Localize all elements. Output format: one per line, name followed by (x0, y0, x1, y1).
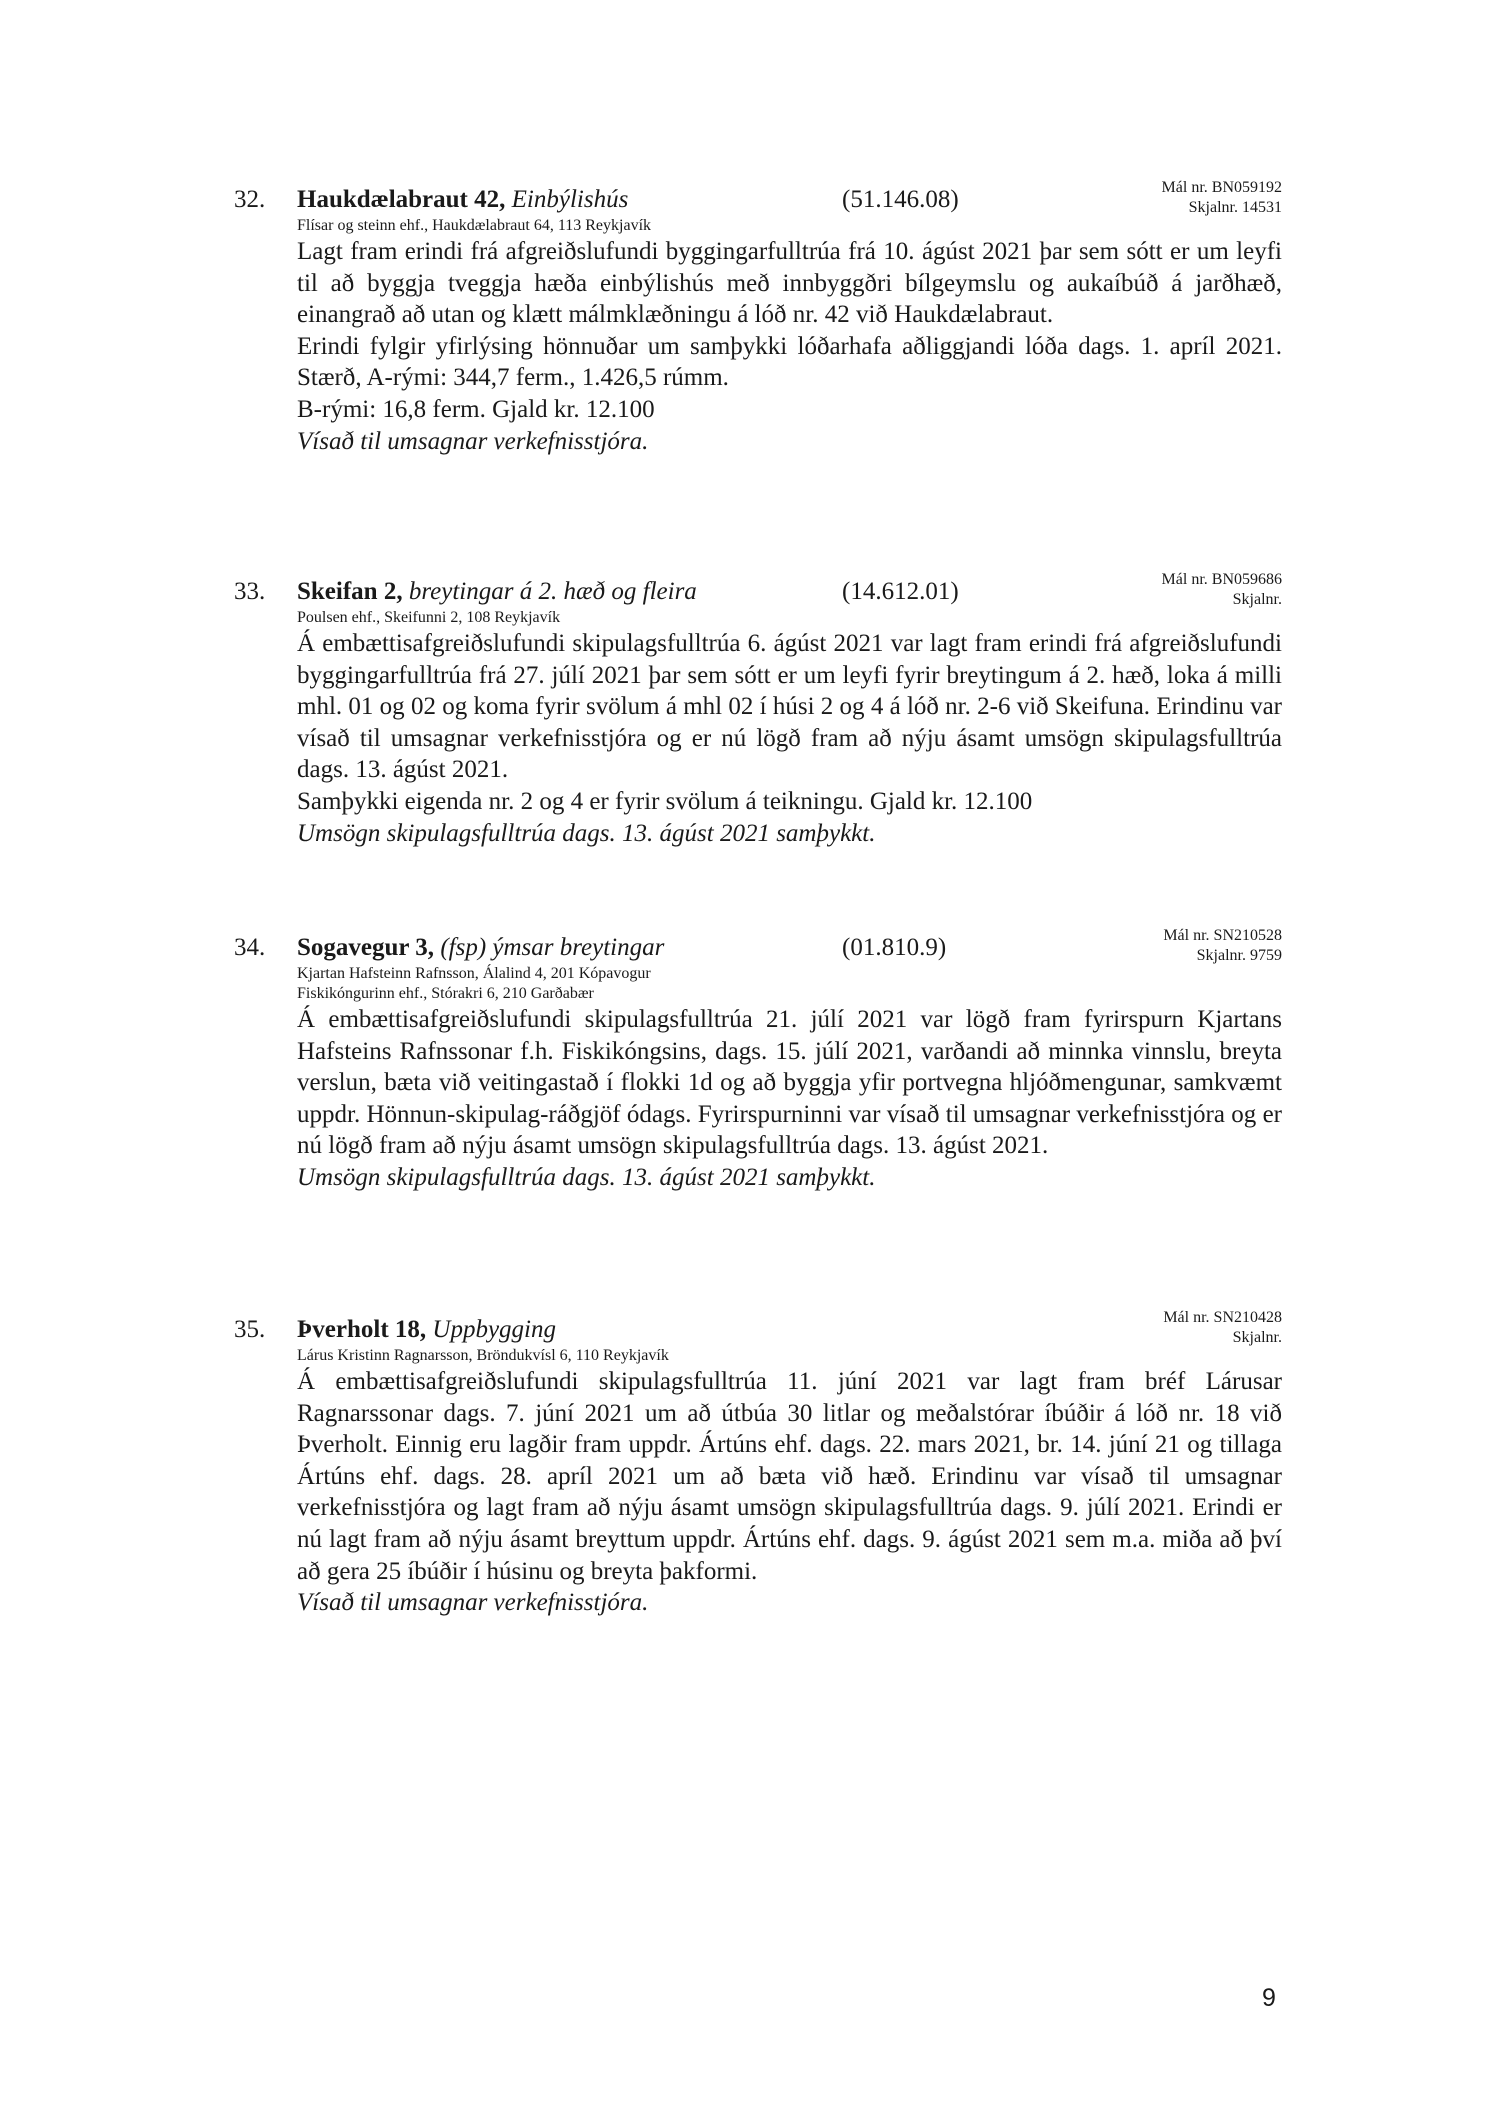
item-body (297, 628, 1282, 849)
document-number: Skjalnr. 9759 (1196, 947, 1282, 964)
body-paragraph: Erindi fylgir yfirlýsing hönnuðar um samþykki lóðarhafa aðliggjandi lóða dags. 1. apríl 2021. Stærð, A-rými: 344,7 ferm., 1.426,5 rúmm. (297, 332, 1282, 392)
party-line: Kjartan Hafsteinn Rafnsson, Álalind 4, 201 Kópavogur (297, 965, 651, 982)
case-number: Mál nr. SN210428 (1163, 1309, 1282, 1326)
body-paragraph: Á embættisafgreiðslufundi skipulagsfulltrúa 6. ágúst 2021 var lagt fram erindi frá afgreiðslufundi byggingarfulltrúa frá 27. júlí 2021 þar sem sótt er um leyfi fyrir breytingum á 2. hæð, loka á milli mhl. 01 og 02 og koma fyrir svölum á mhl 02 í húsi 2 og 4 á lóð nr. 2-6 við Skeifuna. Erindinu var vísað til umsagnar verkefnisstjóra og er nú lögð fram að nýju ásamt umsögn skipulagsfulltrúa dags. 13. ágúst 2021. (297, 630, 1282, 784)
land-code: (51.146.08) (842, 186, 959, 213)
item-number: 33. (234, 578, 266, 605)
item-body (297, 1004, 1282, 1194)
item-title (297, 578, 697, 606)
party-line: Lárus Kristinn Ragnarsson, Bröndukvísl 6, 110 Reykjavík (297, 1347, 669, 1364)
agenda-item-32 (234, 179, 1282, 457)
case-number: Mál nr. BN059192 (1161, 179, 1282, 196)
body-paragraph: Lagt fram erindi frá afgreiðslufundi byggingarfulltrúa frá 10. ágúst 2021 þar sem sótt er um leyfi til að byggja tveggja hæða einbýlishús með innbyggðri bílgeymslu og aukaíbúð á jarðhæð, einangrað að utan og klætt málmklæðningu á lóð nr. 42 við Haukdælabraut. (297, 238, 1282, 329)
item-number: 34. (234, 934, 266, 961)
case-reference (1162, 570, 1282, 610)
item-title-address: Haukdælabraut 42, (297, 186, 506, 213)
case-reference (1163, 926, 1282, 966)
item-title-subject: (fsp) ýmsar breytingar (440, 934, 665, 961)
item-title-subject: breytingar á 2. hæð og fleira (408, 578, 697, 605)
document-number: Skjalnr. (1232, 1329, 1282, 1346)
land-code: (14.612.01) (842, 578, 959, 605)
item-conclusion: Umsögn skipulagsfulltrúa dags. 13. ágúst 2021 samþykkt. (297, 1163, 876, 1191)
item-title (297, 934, 664, 962)
item-title-address: Þverholt 18, (297, 1316, 427, 1343)
item-number: 35. (234, 1316, 266, 1343)
item-title (297, 1316, 556, 1344)
agenda-item-33 (234, 571, 1282, 849)
body-paragraph: B-rými: 16,8 ferm. Gjald kr. 12.100 (297, 395, 655, 423)
item-conclusion: Vísað til umsagnar verkefnisstjóra. (297, 1589, 649, 1617)
body-paragraph: Samþykki eigenda nr. 2 og 4 er fyrir svölum á teikningu. Gjald kr. 12.100 (297, 787, 1033, 815)
land-code: (01.810.9) (842, 934, 947, 961)
item-title (297, 186, 628, 214)
item-body (297, 236, 1282, 457)
case-number: Mál nr. BN059686 (1161, 571, 1282, 588)
item-conclusion: Vísað til umsagnar verkefnisstjóra. (297, 427, 649, 455)
item-title-subject: Einbýlishús (511, 186, 629, 213)
agenda-item-35 (234, 1309, 1282, 1619)
page-number: 9 (1262, 1984, 1276, 2012)
document-number: Skjalnr. (1232, 591, 1282, 608)
case-number: Mál nr. SN210528 (1163, 927, 1282, 944)
party-line: Flísar og steinn ehf., Haukdælabraut 64, 113 Reykjavík (297, 217, 652, 234)
item-title-address: Sogavegur 3, (297, 934, 435, 961)
agenda-item-34 (234, 927, 1282, 1194)
item-body (297, 1366, 1282, 1619)
item-title-address: Skeifan 2, (297, 578, 403, 605)
party-line: Fiskikóngurinn ehf., Stórakri 6, 210 Garðabær (297, 985, 594, 1002)
item-conclusion: Umsögn skipulagsfulltrúa dags. 13. ágúst 2021 samþykkt. (297, 819, 876, 847)
item-header (234, 927, 1282, 988)
body-paragraph: Á embættisafgreiðslufundi skipulagsfulltrúa 21. júlí 2021 var lögð fram fyrirspurn Kjartans Hafsteins Rafnssonar f.h. Fiskikóngsins, dags. 15. júlí 2021, varðandi að minnka vinnslu, breyta verslun, bæta við veitingastað í flokki 1d og að byggja yfir portvegna hljóðmengunar, samkvæmt uppdr. Hönnun-skipulag-ráðgjöf ódags. Fyrirspurninni var vísað til umsagnar verkefnisstjóra og er nú lögð fram að nýju ásamt umsögn skipulagsfulltrúa dags. 13. ágúst 2021. (297, 1006, 1282, 1160)
party-line: Poulsen ehf., Skeifunni 2, 108 Reykjavík (297, 609, 561, 626)
item-header (234, 571, 1282, 632)
case-reference (1162, 178, 1282, 218)
item-number: 32. (234, 186, 266, 213)
body-paragraph: Á embættisafgreiðslufundi skipulagsfulltrúa 11. júní 2021 var lagt fram bréf Lárusar Ragnarssonar dags. 7. júní 2021 um að útbúa 30 litlar og meðalstórar íbúðir á lóð nr. 18 við Þverholt. Einnig eru lagðir fram uppdr. Ártúns ehf. dags. 22. mars 2021, br. 14. júní 21 og tillaga Ártúns ehf. dags. 28. apríl 2021 um að bæta við hæð. Erindinu var vísað til umsagnar verkefnisstjóra og lagt fram að nýju ásamt umsögn skipulagsfulltrúa dags. 9. júlí 2021. Erindi er nú lagt fram að nýju ásamt breyttum uppdr. Ártúns ehf. dags. 9. ágúst 2021 sem m.a. miða að því að gera 25 íbúðir í húsinu og breyta þakformi. (297, 1368, 1282, 1585)
document-number: Skjalnr. 14531 (1188, 199, 1282, 216)
item-title-subject: Uppbygging (432, 1316, 556, 1343)
item-header (234, 1309, 1282, 1370)
case-reference (1163, 1308, 1282, 1348)
item-header (234, 179, 1282, 240)
